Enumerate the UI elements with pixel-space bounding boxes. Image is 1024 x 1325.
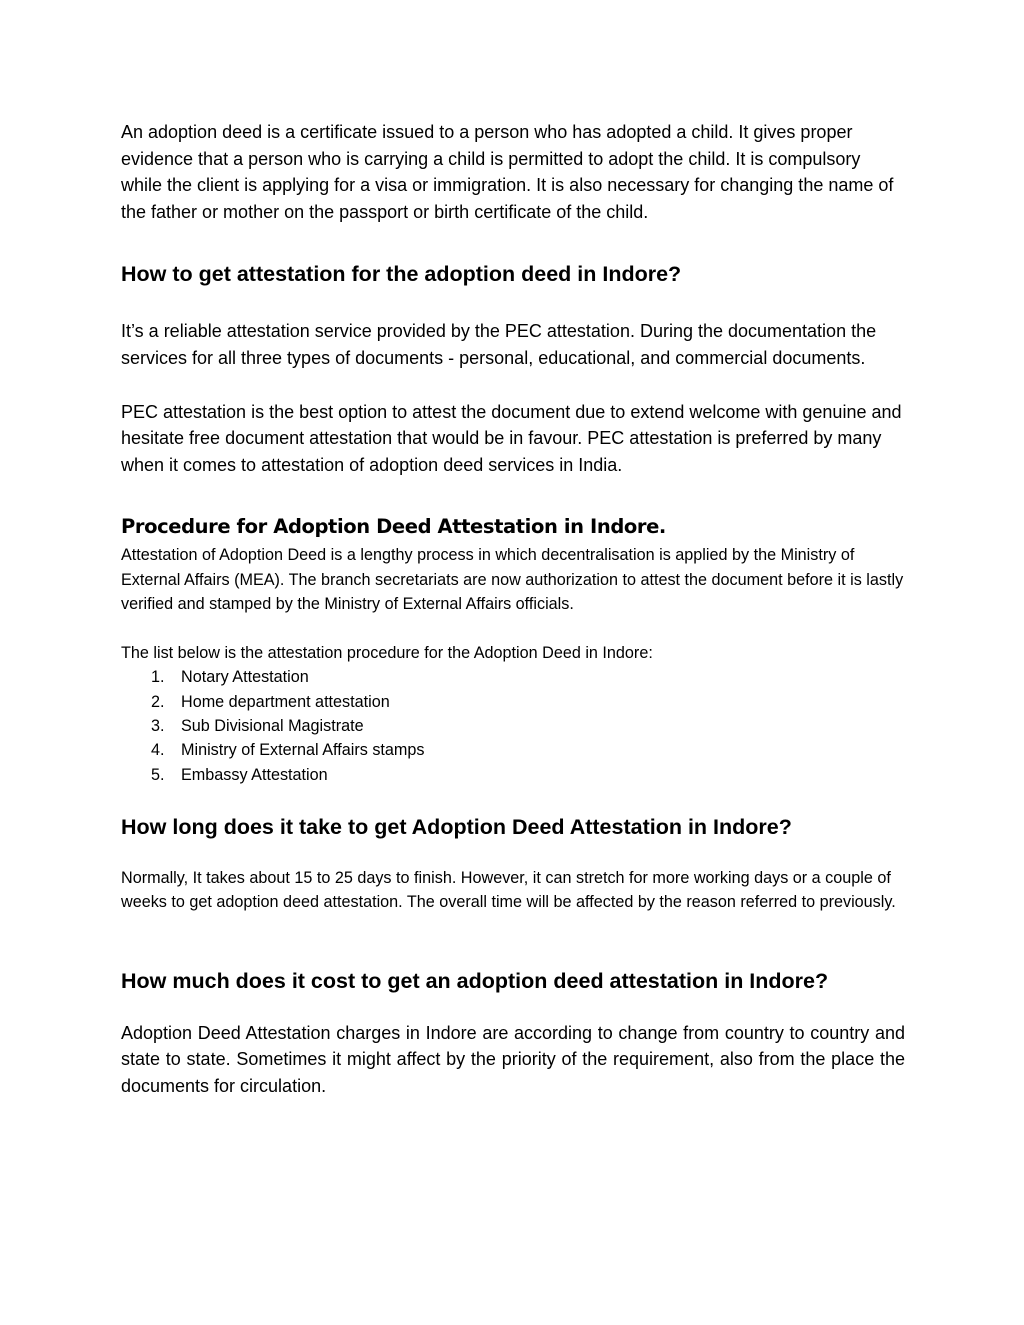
list-item-text: Embassy Attestation	[181, 765, 328, 784]
section1-paragraph-2: PEC attestation is the best option to attest the document due to extend welcome with genuine and hesitate free document attestation that would be in favour. PEC attestation is preferred by many when it comes to attestation of adoption deed services in India.	[121, 401, 902, 475]
list-item	[121, 665, 905, 689]
list-item	[121, 690, 905, 714]
list-item	[121, 714, 905, 738]
list-item-text: Home department attestation	[181, 692, 390, 711]
section3-paragraph-1: Normally, It takes about 15 to 25 days to finish. However, it can stretch for more working days or a couple of weeks to get adoption deed attestation. The overall time will be affected by the reason referred to previously.	[121, 869, 896, 912]
list-item-text: Sub Divisional Magistrate	[181, 716, 364, 735]
section-heading-procedure: Procedure for Adoption Deed Attestation in Indore.	[121, 515, 666, 539]
section-heading-cost: How much does it cost to get an adoption deed attestation in Indore?	[121, 968, 829, 993]
list-item	[121, 763, 905, 787]
list-item-number: 3.	[151, 716, 165, 735]
list-item-number: 1.	[151, 668, 165, 687]
section2-paragraph-1: Attestation of Adoption Deed is a lengthy process in which decentralisation is applied by the Ministry of External Affairs (MEA). The branch secretariats are now authorization to attest the document before it is lastly verified and stamped by the Ministry of External Affairs officials.	[121, 546, 904, 613]
section-heading-duration: How long does it take to get Adoption Deed Attestation in Indore?	[121, 815, 792, 840]
intro-paragraph: An adoption deed is a certificate issued to a person who has adopted a child. It gives proper evidence that a person who is carrying a child is permitted to adopt the child. It is compulsory while the client is applying for a visa or immigration. It is also necessary for changing the name of the father or mother on the passport or birth certificate of the child.	[121, 122, 894, 222]
section-heading-attestation-how: How to get attestation for the adoption deed in Indore?	[121, 262, 682, 287]
list-intro: The list below is the attestation procedure for the Adoption Deed in Indore:	[121, 643, 653, 662]
list-item-text: Notary Attestation	[181, 668, 309, 687]
section4-paragraph-1: Adoption Deed Attestation charges in Indore are according to change from country to country and state to state. Sometimes it might affect by the priority of the requirement, also from the place the documents for circulation.	[121, 1022, 905, 1096]
section1-paragraph-1: It’s a reliable attestation service provided by the PEC attestation. During the documentation the services for all three types of documents - personal, educational, and commercial documents.	[121, 321, 877, 368]
list-item-number: 5.	[151, 765, 165, 784]
list-item-text: Ministry of External Affairs stamps	[181, 741, 425, 760]
procedure-steps-list	[121, 665, 905, 787]
list-item-number: 2.	[151, 692, 165, 711]
document-page	[121, 119, 905, 1099]
list-item-number: 4.	[151, 741, 165, 760]
list-item	[121, 738, 905, 762]
